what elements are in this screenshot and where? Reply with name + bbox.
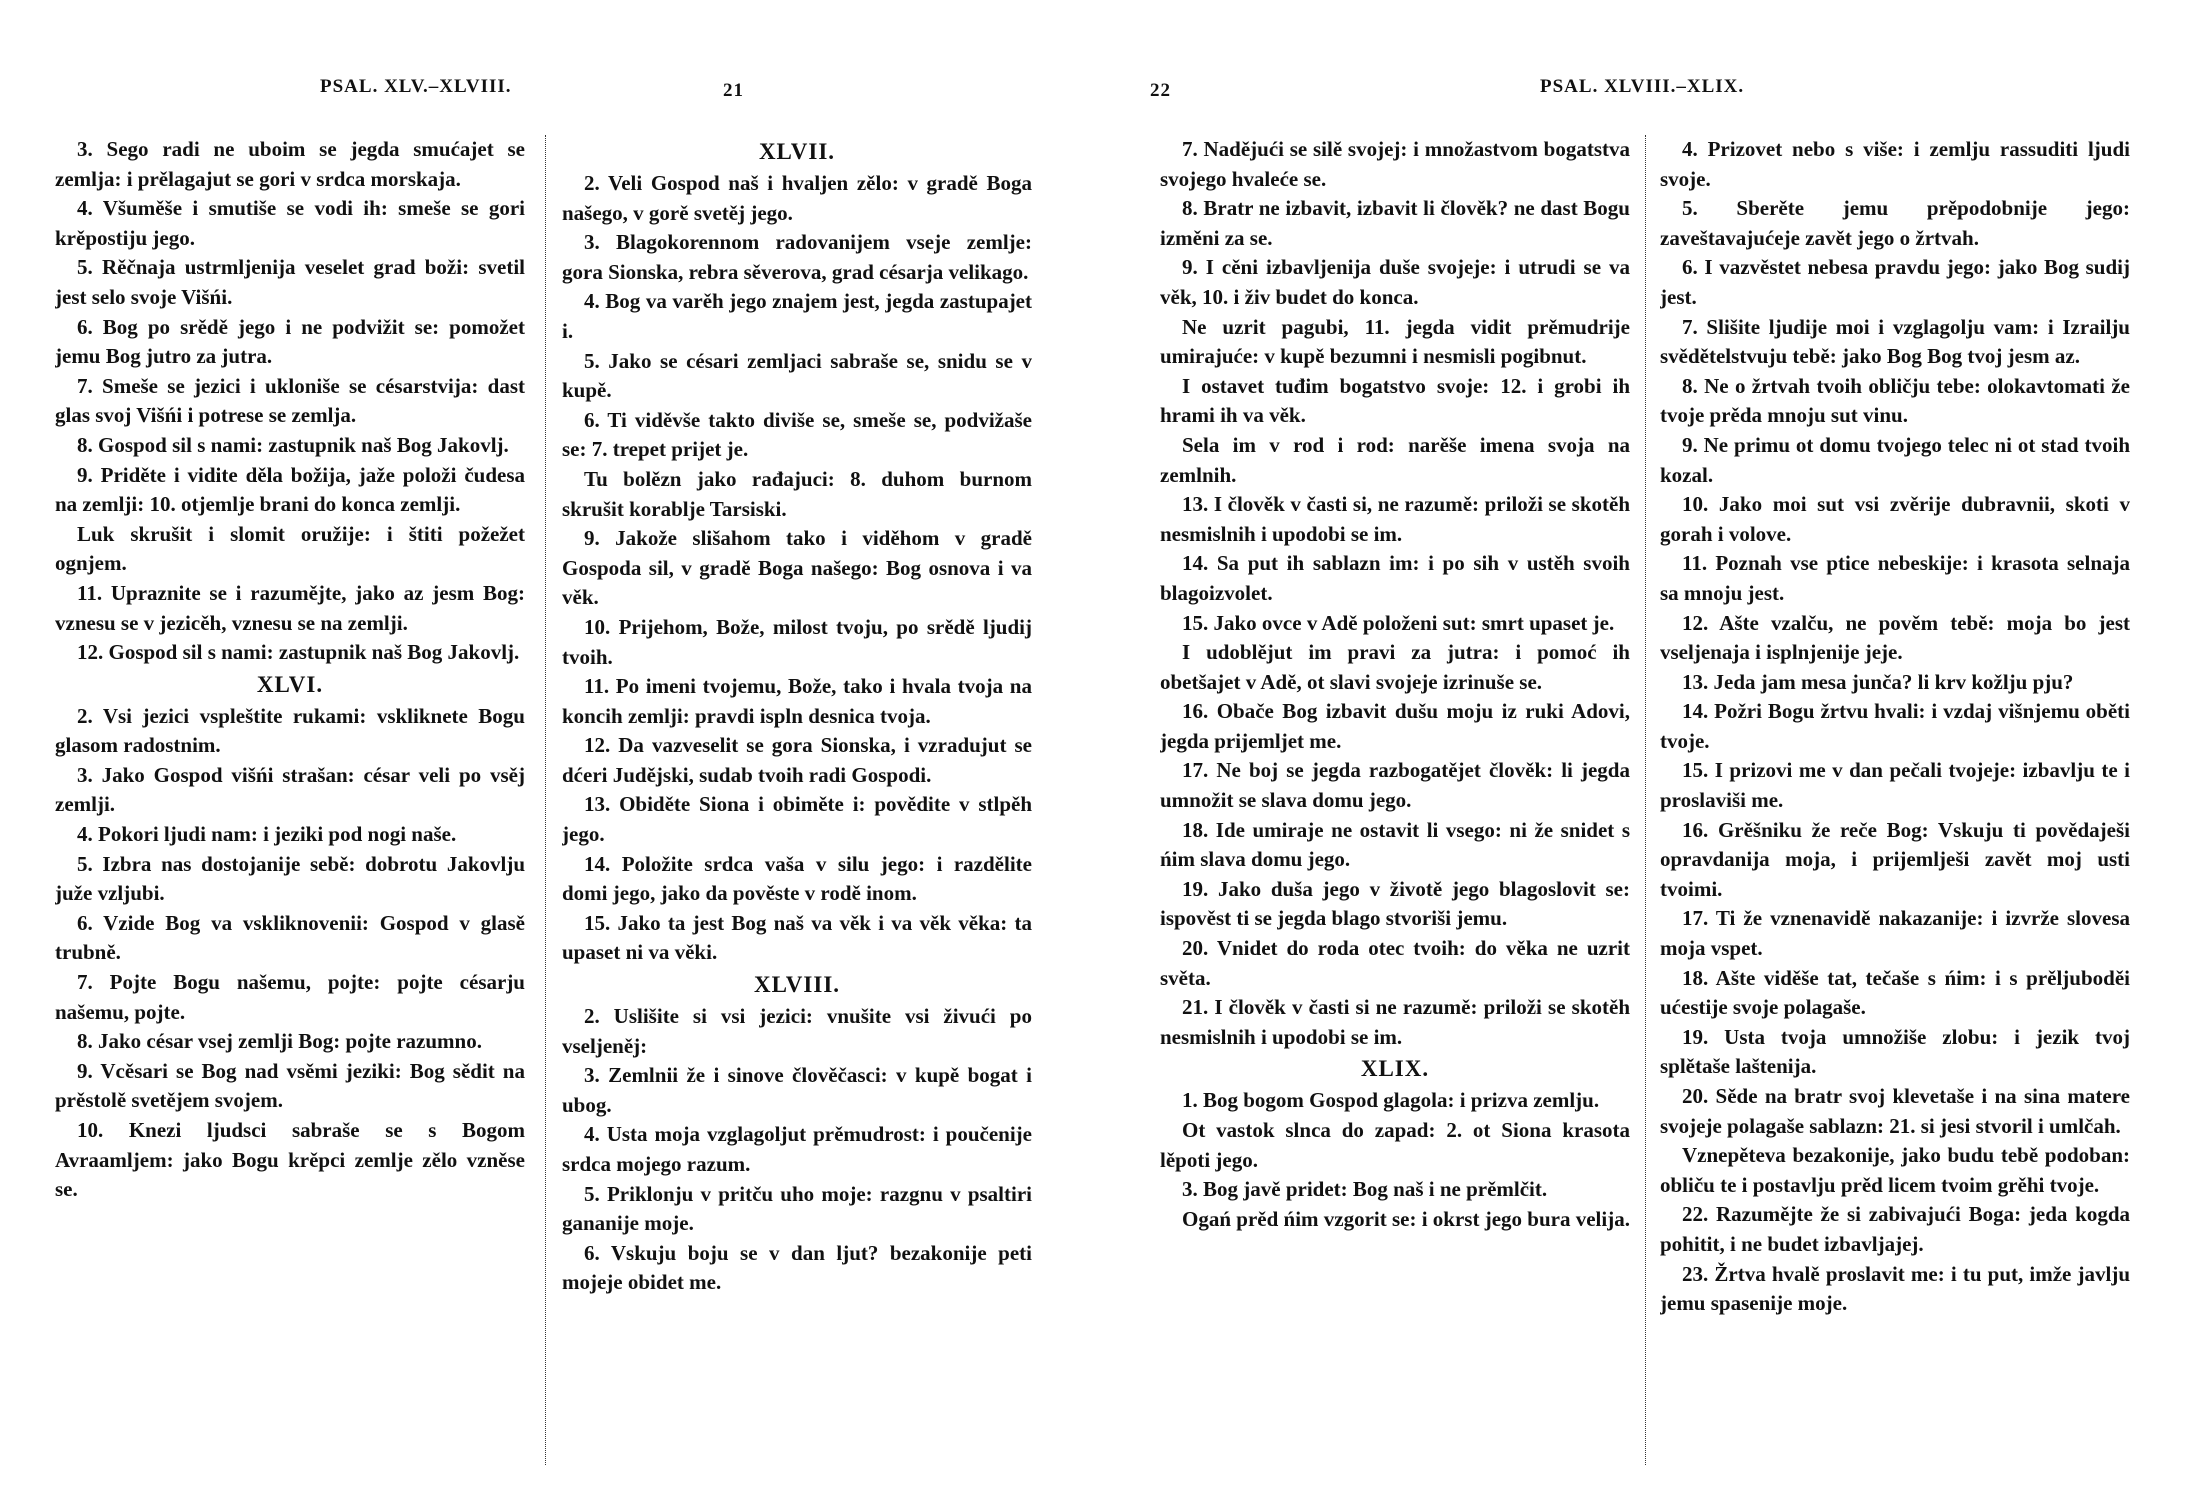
verse-paragraph: 10. Prijehom, Bože, milost tvoju, po srědě ljudij tvoih. [562,614,1032,669]
verse-paragraph: 19. Jako duša jego v životě jego blagoslovit se: ispověst ti se jegda blago stvoriši jemu. [1160,876,1630,931]
verse-paragraph: 3. Blagokorennom radovanijem vseje zemlje: gora Sionska, rebra sěverova, grad césarja velikago. [562,230,1032,284]
verse-paragraph: 2. Uslišite si vsi jezici: vnušite vsi živući po vseljeněj: [562,1004,1032,1058]
verse-paragraph: 2. Vsi jezici vspleštite rukami: vskliknete Bogu glasom radostnim. [55,703,525,758]
verse-paragraph: 13. Obiděte Siona i obiměte i: povědite v stlpěh jego. [562,792,1032,847]
column-left [1160,135,1630,1475]
verse-paragraph: 4. Všuměše i smutiše se vodi ih: smeše se gori krěpostiju jego. [55,196,525,250]
verse-paragraph: 6. I vazvěstet nebesa pravdu jego: jako Bog sudij jest. [1660,255,2130,309]
verse-paragraph: 10. Knezi ljudsci sabraše se s Bogom Avraamljem: jako Bogu krěpci zemlje zělo vzněse se. [55,1118,525,1202]
right-page [1150,0,2135,1500]
verse-paragraph: Sela im v rod i rod: narěše imena svoja na zemlnih. [1160,432,1630,487]
column-right [562,135,1032,1475]
verse-paragraph: 9. Priděte i vidite děla božija, jaže položi čudesa na zemlji: 10. otjemlje brani do konca zemlji. [55,462,525,517]
verse-paragraph: 15. Jako ta jest Bog naš va věk i va věk věka: ta upaset ni va věki. [562,910,1032,965]
verse-paragraph: Ogań prěd ńim vzgorit se: i okrst jego bura velija. [1182,1206,1630,1231]
verse-paragraph: Luk skrušit i slomit oružije: i štiti požežet ognjem. [55,521,525,576]
verse-paragraph: 4. Prizovet nebo s više: i zemlju rassuditi ljudi svoje. [1660,137,2130,191]
verse-paragraph: 8. Gospod sil s nami: zastupnik naš Bog Jakovlj. [77,432,509,457]
verse-paragraph: 20. Vnidet do roda otec tvoih: do věka ne uzrit světa. [1160,936,1630,990]
verse-paragraph: 12. Ašte vzalču, ne pověm tebě: moja bo jest vseljenaja i isplnjenije jeje. [1660,610,2130,665]
verse-paragraph: 21. I člověk v časti si ne razumě: priloži se skotěh nesmislnih i upodobi se im. [1160,995,1630,1049]
verse-paragraph: 1. Bog bogom Gospod glagola: i prizva zemlju. [1182,1088,1600,1113]
verse-paragraph: 5. Izbra nas dostojanije sebě: dobrotu Jakovlju južе vzljubi. [55,851,525,906]
verse-paragraph: Vznepěteva bezakonije, jako budu tebě podoban: obliču te i postavlju prěd licem tvoim grěhi tvoje. [1660,1143,2130,1197]
psalm-heading: XLVIII. [753,972,841,998]
verse-paragraph: 20. Sěde na bratr svoj klevetaše i na sina matere svojeje polagaše sablazn: 21. si jesi stvoril i umlčah. [1660,1084,2130,1138]
verse-paragraph: 5. Rěčnaja ustrmljenija veselet grad boži: svetil jest selo svoje Višńi. [55,255,525,309]
page-number: 22 [1150,80,1171,101]
verse-paragraph: Ot vastok slnca do zapad: 2. ot Siona krasota lěpoti jego. [1160,1118,1630,1172]
verse-paragraph: 8. Jako césar vsej zemlji Bog: pojte razumno. [77,1029,482,1054]
verse-paragraph: 7. Smeše se jezici i ukloniše se césarstvija: dast glas svoj Višńi i potrese se zemlja. [55,373,525,428]
verse-paragraph: 2. Veli Gospod naš i hvaljen zělo: v gradě Boga našego, v gorě svetěj jego. [562,171,1032,225]
verse-paragraph: Tu bolězn jako rađajuci: 8. duhom burnom skrušit korablje Tarsiski. [562,466,1032,521]
running-head: PSAL. XLV.–XLVIII. [320,76,512,97]
verse-paragraph: 7. Naděјući se silě svojej: i množastvom bogatstva svojego hvaleće se. [1160,137,1630,191]
verse-paragraph: 7. Slišite ljudije moi i vzglagolju vam: i Izrailju svědětelstvuju tebě: jako Bog Bog tvoj jesm az. [1660,314,2130,369]
verse-paragraph: 5. Sberěte jemu prěpodobnije jego: zaveštavajućeje zavět jego o žrtvah. [1660,196,2130,250]
verse-paragraph: 23. Žrtva hvalě proslavit me: i tu put, imže javlju jemu spasenije moje. [1660,1261,2130,1316]
column-divider [1645,135,1646,1465]
verse-paragraph: 6. Ti viděvše takto diviše se, smeše se, podvižaše se: 7. trepet prijet je. [562,407,1032,462]
column-right [1660,135,2130,1475]
verse-paragraph: 11. Po imeni tvojemu, Bože, tako i hvala tvoja na koncih zemlji: pravdi ispln desnica tvoja. [562,674,1032,728]
verse-paragraph: 6. Bog po srědě jego i ne podvižit se: pomožet jemu Bog jutro za jutra. [55,314,525,369]
verse-paragraph: 9. I cěni izbavljenija duše svojeje: i utrudi se va věk, 10. i živ budet do konca. [1160,255,1630,309]
right-page-header [1150,70,2135,110]
verse-paragraph: 4. Usta moja vzglagoljut prěmudrost: i poučenije srdca mojego razum. [562,1122,1032,1176]
verse-paragraph: 22. Razuměјte že si zabivajući Boga: jeda kogda pohitit, i ne budet izbavljajej. [1660,1202,2130,1256]
verse-paragraph: 3. Zemlnii že i sinove člověčasci: v kupě bogat i ubog. [562,1063,1032,1117]
verse-paragraph: 13. Jeda jam mesa junča? li krv kožlju pju? [1682,669,2074,694]
verse-paragraph: 8. Bratr ne izbavit, izbavit li člověk? ne dast Bogu izměni za se. [1160,196,1630,250]
verse-paragraph: 17. Ti že vznenavidě nakazanije: i izvrže slovesa moja vspet. [1660,906,2130,961]
psalm-heading: XLIX. [1360,1056,1430,1082]
left-page [55,0,1040,1500]
verse-paragraph: I ostavet tuđim bogatstvo svoje: 12. i grobi ih hrami ih va věk. [1160,373,1630,428]
verse-paragraph: 3. Jako Gospod višńi strašan: césar veli po vsěj zemlji. [55,762,525,817]
verse-paragraph: 14. Požri Bogu žrtvu hvali: i vzdaj višnjemu oběti tvoje. [1660,699,2130,753]
verse-paragraph: 4. Pokori ljudi nam: i jeziki pod nogi naše. [77,822,457,847]
verse-paragraph: 9. Ne primu ot domu tvojego telec ni ot stad tvoih kozal. [1660,432,2130,487]
verse-paragraph: 5. Priklonju v pritču uho moje: razgnu v psaltiri gananije moje. [562,1181,1032,1236]
verse-paragraph: 14. Sa put ih sablazn im: i po sih v ustěh svoih blagoizvolet. [1160,551,1630,605]
verse-paragraph: 12. Gospod sil s nami: zastupnik naš Bog Jakovlj. [77,640,520,665]
verse-paragraph: 9. Jakože slišahom tako i viděhom v gradě Gospoda sil, v gradě Boga našego: Bog osnova i va věk. [562,526,1032,610]
verse-paragraph: 11. Poznah vse ptice nebeskije: i krasota selnaja sa mnoju jest. [1660,551,2130,605]
verse-paragraph: 9. Vcěsari se Bog nad vsěmi jeziki: Bog sědit na prěstolě svetějem svojem. [55,1058,525,1113]
left-page-header [55,70,1040,110]
verse-paragraph: 6. Vzide Bog va vskliknovenii: Gospod v glasě trubně. [55,910,525,965]
verse-paragraph: 15. Jako ovce v Adě položeni sut: smrt upaset je. [1182,610,1615,635]
verse-paragraph: 17. Ne boj se jegda razbogatějet člověk: li jegda umnožit se slava domu jego. [1160,758,1630,813]
verse-paragraph: 12. Da vazveselit se gora Sionska, i vzradujut se dćeri Judějski, sudab tvoih radi Gospodi. [562,733,1032,787]
column-divider [545,135,546,1465]
running-head: PSAL. XLVIII.–XLIX. [1540,76,1745,97]
verse-paragraph: 10. Jako moi sut vsi zvěrije dubravnii, skoti v gorah i volove. [1660,492,2130,546]
verse-paragraph: 11. Upraznite se i razumějte, jako az jesm Bog: vznesu se v jezicěh, vznesu se na zemlji. [55,580,525,635]
verse-paragraph: Ne uzrit pagubi, 11. jegda vidit prěmudrije umirajuće: v kupě bezumni i nesmisli pogibnut. [1160,314,1630,369]
verse-paragraph: 16. Obače Bog izbavit dušu moju iz ruki Adovi, jegda prijemljet me. [1160,699,1630,753]
verse-paragraph: 18. Ašte viděše tat, tečaše s ńim: i s prěljuboděi ućestije svoje polagaše. [1660,965,2130,1020]
verse-paragraph: 8. Ne o žrtvah tvoih obličju tebe: olokavtomati že tvoje prěda mnoju sut vinu. [1660,373,2130,428]
column-left [55,135,525,1475]
psalm-heading: XLVII. [758,139,836,164]
verse-paragraph: 3. Bog javě pridet: Bog naš i ne prěmlčit. [1182,1177,1548,1202]
verse-paragraph: 19. Usta tvoja umnožiše zlobu: i jezik tvoj splětaše laštenija. [1660,1024,2130,1079]
verse-paragraph: 4. Bog va varěh jego znajem jest, jegda zastupajet i. [562,289,1032,343]
verse-paragraph: 7. Pojte Bogu našemu, pojte: pojte césarju našemu, pojte. [55,970,525,1024]
psalm-heading: XLVI. [256,671,324,697]
verse-paragraph: 16. Grěšniku že reče Bog: Vskuju ti povědaješi opravdanija moja, i prijemlješi zavět moj usti tvoimi. [1660,817,2130,901]
verse-paragraph: I udoblějut im pravi za jutra: i pomoć ih obetšajet v Adě, ot slavi svojeje izrinuše se. [1160,640,1630,694]
verse-paragraph: 18. Ide umiraje ne ostavit li vsego: ni že snidet s ńim slava domu jego. [1160,817,1630,872]
verse-paragraph: 3. Sego radi ne uboim se jegda smućajet se zemlja: i prělagajut se gori v srdca morskaja. [55,137,525,191]
page-number: 21 [723,80,744,101]
verse-paragraph: 13. I člověk v časti si, ne razumě: priloži se skotěh nesmislnih i upodobi se im. [1160,492,1630,546]
verse-paragraph: 14. Položite srdca vaša v silu jego: i razdělite domi jego, jako da pověste v rodě inom. [562,851,1032,906]
verse-paragraph: 6. Vskuju boju se v dan ljut? bezakonije peti mojeje obidet me. [562,1240,1032,1295]
verse-paragraph: 5. Jako se césari zemljaci sabraše se, snidu se v kupě. [562,348,1032,403]
verse-paragraph: 15. I prizovi me v dan pečali tvojeje: izbavlju te i proslaviši me. [1660,758,2130,813]
